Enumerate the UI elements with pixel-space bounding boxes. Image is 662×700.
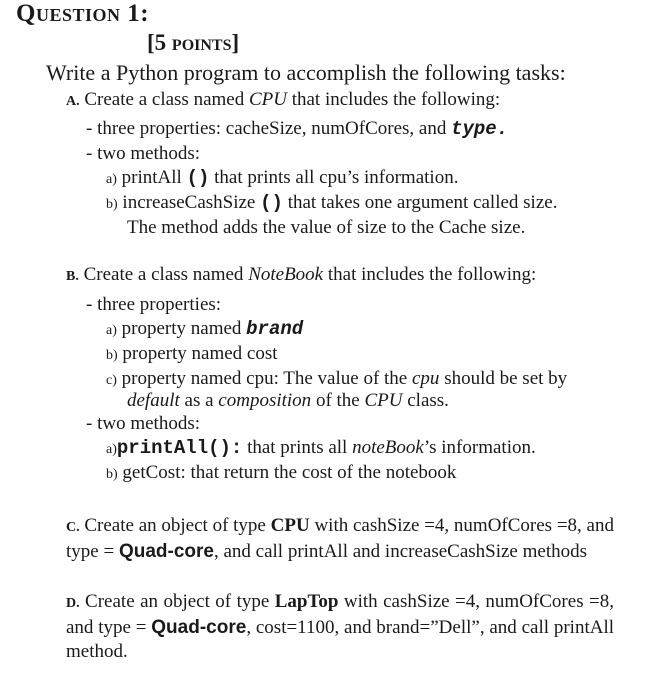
- part-a-marker: A.: [66, 94, 80, 109]
- part-d-t3: , cost=1100, and brand=”Dell”, and call printAll method.: [66, 617, 614, 662]
- part-b-p2-text: property named cost: [117, 343, 278, 364]
- part-b-p2-marker: b): [106, 348, 118, 363]
- part-a-text-prefix: Create a class named: [79, 89, 249, 110]
- part-a-props-code: type.: [451, 118, 509, 140]
- part-c-t1: Create an object of type: [79, 515, 271, 536]
- part-b-m1-desc-suffix: ’s information.: [423, 437, 536, 458]
- part-d-sans1: Quad-core: [151, 617, 247, 638]
- part-b-p3-text5: class.: [402, 390, 449, 411]
- part-d-t2: with cashSize =4, numOfCores =8, and type =: [66, 591, 614, 638]
- part-b-marker: B.: [66, 269, 79, 284]
- part-b-properties-label: - three properties:: [86, 294, 222, 315]
- part-b-class-name: NoteBook: [248, 264, 324, 285]
- question-intro: Write a Python program to accomplish the following tasks:: [46, 60, 566, 85]
- part-a-m2-name: increaseCashSize: [117, 192, 261, 213]
- part-b-text-prefix: Create a class named: [78, 264, 249, 285]
- points-open: [5: [147, 30, 172, 55]
- part-a-class-name: CPU: [248, 89, 287, 110]
- part-b-property-2: [106, 343, 278, 365]
- part-b-p3-text: property named cpu: The value of the: [116, 368, 412, 389]
- part-b-m1-desc-prefix: that prints all: [242, 437, 353, 458]
- part-b-p3-default: default: [127, 390, 180, 411]
- part-b-method-2: [106, 462, 456, 484]
- part-b-p3-cpu-class: CPU: [364, 390, 403, 411]
- question-title: Question 1:: [16, 0, 150, 27]
- part-b-property-3-cont: [127, 390, 449, 412]
- part-b-p3-text4: of the: [311, 390, 365, 411]
- part-d-paragraph: [66, 590, 614, 664]
- points-label: [147, 30, 239, 56]
- part-b-m2-marker: b): [106, 467, 118, 482]
- part-b-p3-composition: composition: [218, 390, 312, 411]
- part-a-props-label: - three properties: cacheSize, numOfCores, and: [86, 118, 452, 139]
- part-c-t2: with cashSize =4, numOfCores =8, and type =: [66, 515, 614, 562]
- part-a-m1-code: (): [186, 167, 210, 189]
- part-c-sans1: Quad-core: [118, 541, 214, 562]
- points-close: ]: [231, 30, 240, 55]
- part-a-method-1: [106, 167, 458, 189]
- points-word: points: [171, 30, 232, 55]
- part-b-m1-desc-italic: noteBook: [352, 437, 424, 458]
- part-a-m2-desc: that takes one argument called size.: [282, 192, 558, 213]
- part-d-marker: D.: [66, 596, 80, 611]
- part-b-m1-marker: a): [106, 442, 117, 457]
- part-b-methods-label: - two methods:: [86, 413, 200, 434]
- part-a-m1-marker: a): [106, 172, 117, 187]
- part-a-m1-desc: that prints all cpu’s information.: [209, 167, 459, 188]
- part-b-p1-code: brand: [246, 318, 304, 340]
- part-c-t3: , and call printAll and increaseCashSize methods: [213, 541, 588, 562]
- part-b-p3-text2: should be set by: [439, 368, 568, 389]
- part-c-paragraph: [66, 514, 614, 564]
- part-b-p1-marker: a): [106, 323, 117, 338]
- part-d-bold1: LapTop: [274, 591, 339, 612]
- part-b-property-3: [106, 368, 567, 390]
- part-b-method-1: [106, 437, 536, 459]
- part-a-m2-marker: b): [106, 197, 118, 212]
- part-c-marker: C.: [66, 520, 80, 535]
- part-b-p1-text: property named: [116, 318, 247, 339]
- part-b-heading: [66, 264, 536, 286]
- part-a-m2-code: (): [260, 192, 283, 214]
- part-a-m1-name: printAll: [116, 167, 187, 188]
- part-b-p3-cpu: cpu: [412, 368, 440, 389]
- part-a-method-2-detail: The method adds the value of size to the Cache size.: [127, 217, 526, 238]
- part-b-p3-marker: c): [106, 373, 117, 388]
- part-a-properties: [86, 118, 508, 140]
- part-b-property-1: [106, 318, 303, 340]
- part-a-method-2: [106, 192, 557, 214]
- part-c-bold1: CPU: [270, 515, 310, 536]
- part-b-p3-text3: as a: [179, 390, 219, 411]
- part-d-t1: Create an object of type: [79, 591, 275, 612]
- part-a-methods-label: - two methods:: [86, 143, 200, 164]
- part-b-m2-text: getCost: that return the cost of the notebook: [117, 462, 457, 483]
- part-a-heading: [66, 89, 500, 111]
- part-a-text-suffix: that includes the following:: [286, 89, 501, 110]
- part-b-text-suffix: that includes the following:: [323, 264, 537, 285]
- part-b-m1-code: printAll():: [116, 437, 243, 459]
